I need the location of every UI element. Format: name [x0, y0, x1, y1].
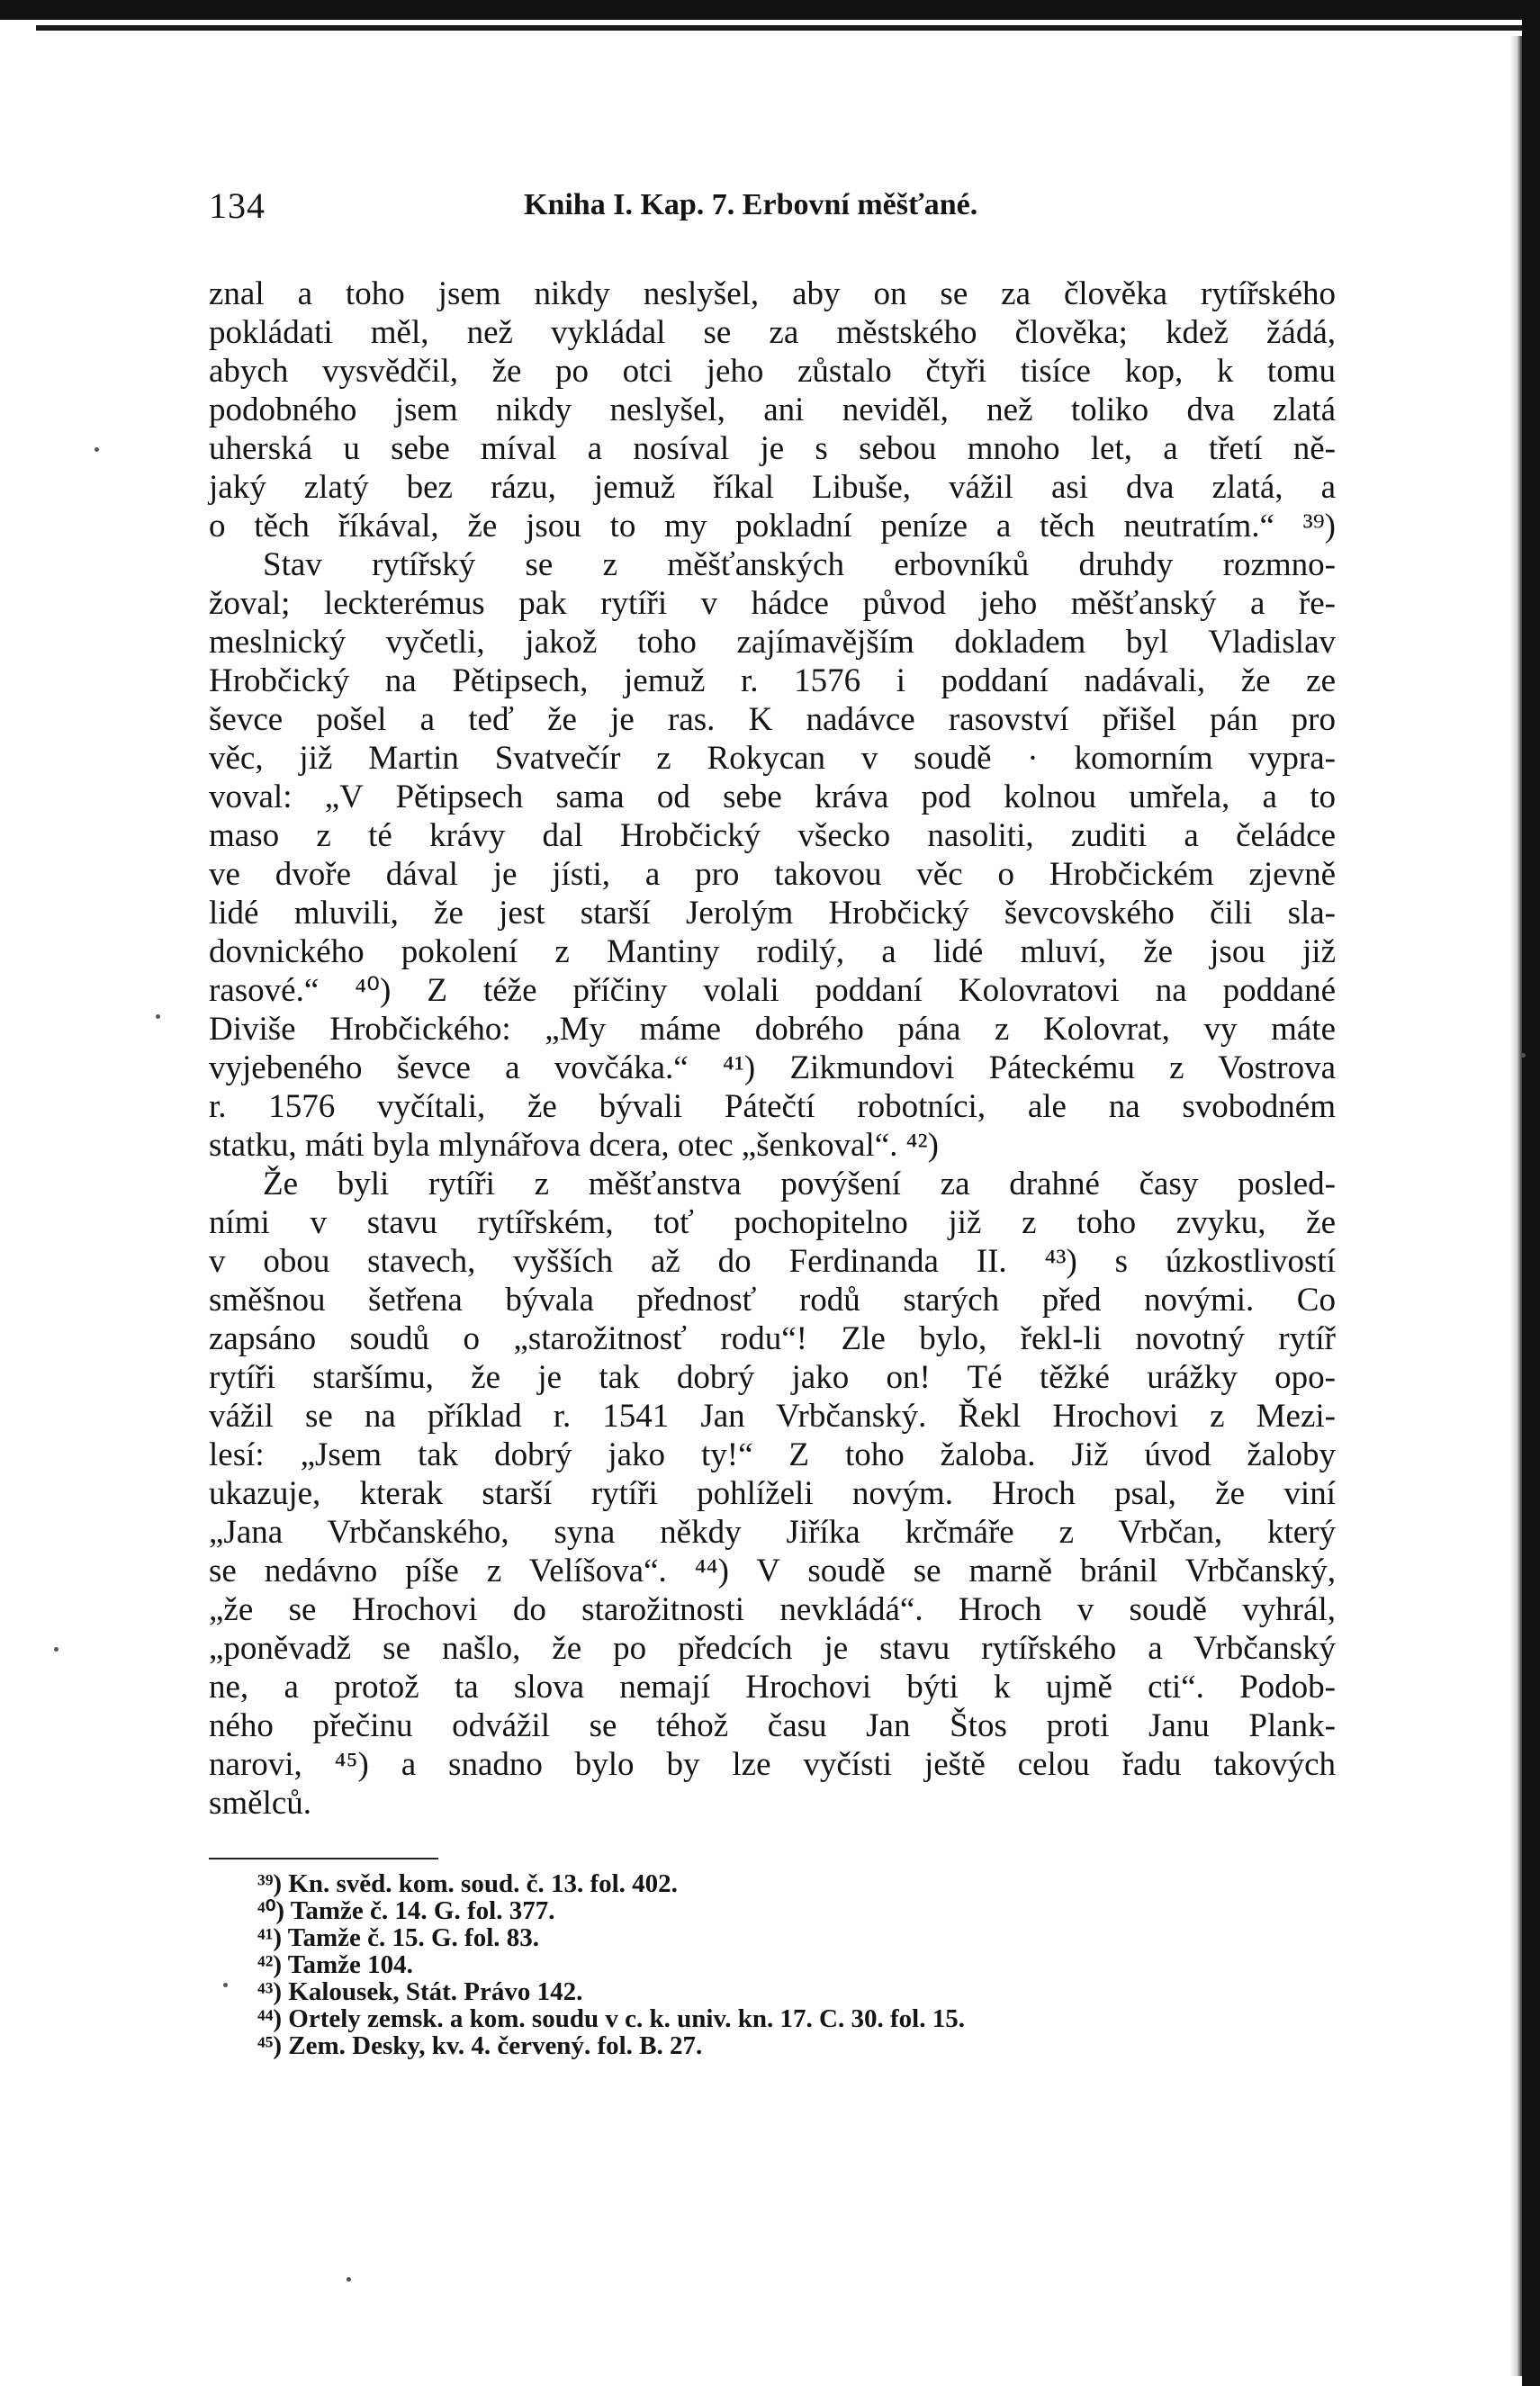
footnote-rule — [209, 1858, 438, 1859]
text-line: narovi, ⁴⁵) a snadno bylo by lze vyčísti ještě celou řadu takových — [209, 1746, 1336, 1783]
text-line: ne, a protož ta slova nemají Hrochovi býti k ujmě cti“. Podob- — [209, 1669, 1336, 1706]
text-line: dovnického pokolení z Mantiny rodilý, a lidé mluví, že jsou již — [209, 933, 1336, 970]
text-line: lesí: „Jsem tak dobrý jako ty!“ Z toho žaloba. Již úvod žaloby — [209, 1436, 1336, 1473]
text-line: vážil se na příklad r. 1541 Jan Vrbčanský. Řekl Hrochovi z Mezi- — [209, 1398, 1336, 1435]
footnote — [257, 1978, 1292, 2005]
footnote-text: Kalousek, Stát. Právo 142. — [288, 1977, 583, 2006]
footnote-mark: ⁴⁴) — [257, 2004, 283, 2033]
text-line: Diviše Hrobčického: „My máme dobrého pána z Kolovrat, vy máte — [209, 1011, 1336, 1048]
text-line: rasové.“ ⁴⁰) Z téže příčiny volali poddaní Kolovratovi na poddané — [209, 972, 1336, 1009]
speck — [223, 1983, 228, 1987]
footnotes — [257, 1870, 1292, 2059]
footnote-mark: ³⁹) — [257, 1869, 283, 1898]
text-line: Hrobčický na Pětipsech, jemuž r. 1576 i poddaní nadávali, že ze — [209, 662, 1336, 699]
text-line: ukazuje, kterak starší rytíři pohlíželi novým. Hroch psal, že viní — [209, 1475, 1336, 1512]
body-text — [209, 275, 1336, 1823]
text-line: ve dvoře dával je jísti, a pro takovou věc o Hrobčickém zjevně — [209, 856, 1336, 893]
footnote-text: Zem. Desky, kv. 4. červený. fol. B. 27. — [288, 2031, 703, 2060]
text-line: r. 1576 vyčítali, že bývali Pátečtí robotníci, ale na svobodném — [209, 1088, 1336, 1125]
scan-right-border — [1522, 0, 1540, 2386]
text-line: uherská u sebe míval a nosíval je s sebou mnoho let, a třetí ně- — [209, 430, 1336, 467]
running-title: Kniha I. Kap. 7. Erbovní měšťané. — [524, 188, 978, 221]
footnote-mark: ⁴⁰) — [257, 1896, 284, 1925]
text-line: o těch říkával, že jsou to my pokladní peníze a těch neutratím.“ ³⁹) — [209, 508, 1336, 545]
footnote — [257, 1951, 1292, 1978]
footnote-text: Ortely zemsk. a kom. soudu v c. k. univ. kn. 17. C. 30. fol. 15. — [288, 2004, 965, 2033]
text-line: jaký zlatý bez rázu, jemuž říkal Libuše, vážil asi dva zlatá, a — [209, 469, 1336, 506]
text-line: podobného jsem nikdy neslyšel, ani neviděl, než toliko dva zlatá — [209, 392, 1336, 428]
text-line: abych vysvědčil, že po otci jeho zůstalo čtyři tisíce kop, k tomu — [209, 353, 1336, 390]
footnote-mark: ⁴³) — [257, 1977, 283, 2006]
footnote-text: Tamže č. 15. G. fol. 83. — [287, 1923, 540, 1952]
text-line: Že byli rytíři z měšťanstva povýšení za drahné časy posled- — [263, 1166, 1336, 1202]
text-line: „poněvadž se našlo, že po předcích je stavu rytířského a Vrbčanský — [209, 1630, 1336, 1667]
text-line: vyjebeného ševce a vovčáka.“ ⁴¹) Zikmundovi Páteckému z Vostrova — [209, 1049, 1336, 1086]
footnote-mark: ⁴²) — [257, 1950, 283, 1979]
page-number: 134 — [209, 185, 266, 226]
speck — [54, 1647, 59, 1652]
speck — [95, 447, 99, 452]
footnote — [257, 1897, 1292, 1924]
text-line: voval: „V Pětipsech sama od sebe kráva pod kolnou umřela, a to — [209, 779, 1336, 815]
text-line: směšnou šetřena bývala přednosť rodů starých před novými. Co — [209, 1282, 1336, 1319]
scan-edge-shadow — [1509, 36, 1522, 2376]
text-line: maso z té krávy dal Hrobčický všecko nasoliti, zuditi a čeládce — [209, 817, 1336, 854]
text-line: ševce pošel a teď že je ras. K nadávce rasovství přišel pán pro — [209, 701, 1336, 738]
text-line: „Jana Vrbčanského, syna někdy Jiříka krčmáře z Vrbčan, který — [209, 1514, 1336, 1551]
text-line: statku, máti byla mlynářova dcera, otec „šenkoval“. ⁴²) — [209, 1127, 939, 1164]
footnote — [257, 2005, 1292, 2032]
text-line: ného přečinu odvážil se téhož času Jan Štos proti Janu Plank- — [209, 1707, 1336, 1744]
footnote-text: Tamže 104. — [287, 1950, 413, 1979]
footnote — [257, 2032, 1292, 2059]
scan-top-border — [0, 0, 1540, 20]
text-line: znal a toho jsem nikdy neslyšel, aby on se za člověka rytířského — [209, 275, 1336, 312]
text-line: zapsáno soudů o „starožitnosť rodu“! Zle bylo, řekl-li novotný rytíř — [209, 1320, 1336, 1357]
footnote-text: Kn. svěd. kom. soud. č. 13. fol. 402. — [288, 1869, 678, 1898]
text-line: smělců. — [209, 1785, 312, 1822]
footnote-mark: ⁴¹) — [257, 1923, 283, 1952]
speck — [347, 2277, 351, 2282]
speck — [1521, 1053, 1526, 1058]
footnote-mark: ⁴⁵) — [257, 2031, 283, 2060]
text-line: se nedávno píše z Velíšova“. ⁴⁴) V soudě se marně bránil Vrbčanský, — [209, 1553, 1336, 1589]
page-header — [209, 185, 1334, 230]
text-line: lidé mluvili, že jest starší Jerolým Hrobčický ševcovského čili sla- — [209, 895, 1336, 932]
footnote — [257, 1870, 1292, 1897]
text-line: věc, již Martin Svatvečír z Rokycan v soudě · komorním vypra- — [209, 740, 1336, 777]
text-line: Stav rytířský se z měšťanských erbovníků druhdy rozmno- — [263, 546, 1336, 583]
text-line: žoval; leckterémus pak rytíři v hádce původ jeho měšťanský a ře- — [209, 585, 1336, 622]
text-line: ními v stavu rytířském, toť pochopitelno již z toho zvyku, že — [209, 1204, 1336, 1241]
footnote-text: Tamže č. 14. G. fol. 377. — [290, 1896, 555, 1925]
text-line: rytíři staršímu, že je tak dobrý jako on! Té těžké urážky opo- — [209, 1359, 1336, 1396]
text-line: pokládati měl, než vykládal se za městského člověka; kdež žádá, — [209, 314, 1336, 351]
text-line: meslnický vyčetli, jakož toho zajímavějším dokladem byl Vladislav — [209, 624, 1336, 661]
text-line: v obou stavech, vyšších až do Ferdinanda II. ⁴³) s úzkostlivostí — [209, 1243, 1336, 1280]
speck — [156, 1014, 160, 1019]
scan-inner-line — [36, 25, 1530, 31]
footnote — [257, 1924, 1292, 1951]
text-line: „že se Hrochovi do starožitnosti nevkládá“. Hroch v soudě vyhrál, — [209, 1591, 1336, 1628]
